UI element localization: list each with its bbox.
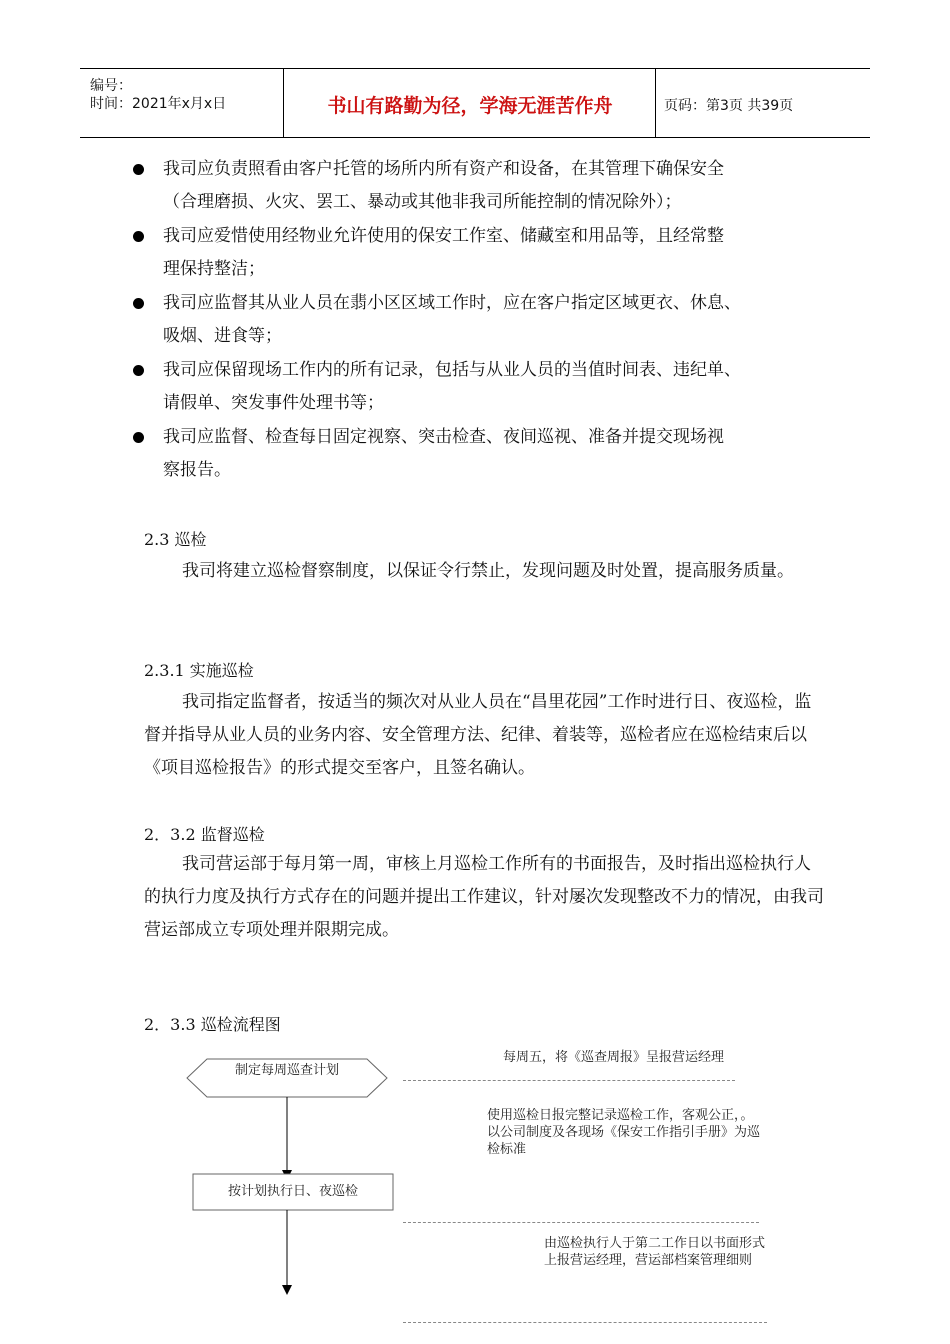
flowchart-note-report: 由巡检执行人于第二工作日以书面形式上报营运经理，营运部档案管理细则 bbox=[544, 1236, 766, 1268]
bullet-item-3-line2: 吸烟、进食等； bbox=[163, 326, 282, 346]
bullet-item-4-line1: 我司应保留现场工作内的所有记录，包括与从业人员的当值时间表、违纪单、 bbox=[163, 360, 741, 380]
bullet-item-5-line1: 我司应监督、检查每日固定视察、突击检查、夜间巡视、准备并提交现场视 bbox=[163, 427, 724, 447]
header-code-label: 编号： bbox=[90, 78, 132, 94]
flowchart-node-plan: 制定每周巡查计划 bbox=[234, 1063, 339, 1078]
flowchart-node-execute: 按计划执行日、夜巡检 bbox=[227, 1184, 358, 1199]
flowchart-note-weekly: 每周五，将《巡查周报》呈报营运经理 bbox=[503, 1050, 725, 1065]
bullet-item-4-line2: 请假单、突发事件处理书等； bbox=[163, 393, 384, 413]
section-2-3-2-heading: 2．3.2 监督巡检 bbox=[144, 825, 265, 844]
section-2-3-3-heading: 2．3.3 巡检流程图 bbox=[144, 1015, 281, 1034]
bullet-item-1-line1: 我司应负责照看由客户托管的场所内所有资产和设备，在其管理下确保安全 bbox=[163, 159, 724, 179]
flowchart-dashed-line bbox=[403, 1222, 759, 1223]
flowchart-note-daily: 使用巡检日报完整记录巡检工作，客观公正，。以公司制度及各现场《保安工作指引手册》为巡检标准 bbox=[487, 1108, 761, 1157]
flowchart-dashed-line bbox=[403, 1080, 735, 1081]
header-time-label: 时间：2021年x月x日 bbox=[90, 96, 227, 112]
section-2-3-2-text: 我司营运部于每月第一周，审核上月巡检工作所有的书面报告，及时指出巡检执行人的执行力度及执行方式存在的问题并提出工作建议，针对屡次发现整改不力的情况，由我司营运部成立专项处理并限期完成。 bbox=[144, 854, 824, 940]
header-motto: 书山有路勤为径，学海无涯苦作舟 bbox=[327, 95, 613, 117]
section-2-3-1-text: 我司指定监督者，按适当的频次对从业人员在“昌里花园”工作时进行日、夜巡检，监督并指导从业人员的业务内容、安全管理方法、纪律、着装等，巡检者应在巡检结束后以《项目巡检报告》的形式提交至客户，且签名确认。 bbox=[144, 692, 812, 778]
section-2-3-text: 我司将建立巡检督察制度，以保证令行禁止，发现问题及时处置，提高服务质量。 bbox=[182, 561, 794, 581]
section-2-3-1-heading: 2.3.1 实施巡检 bbox=[144, 661, 254, 680]
bullet-item-1-line2: （合理磨损、火灾、罢工、暴动或其他非我司所能控制的情况除外）； bbox=[163, 192, 682, 212]
bullet-item-5-line2: 察报告。 bbox=[163, 460, 231, 480]
bullet-item-2-line2: 理保持整洁； bbox=[163, 259, 265, 279]
bullet-item-2-line1: 我司应爱惜使用经物业允许使用的保安工作室、储藏室和用品等，且经常整 bbox=[163, 226, 724, 246]
flowchart-arrow-head bbox=[282, 1285, 292, 1295]
bullet-item-3-line1: 我司应监督其从业人员在翡小区区域工作时，应在客户指定区域更衣、休息、 bbox=[163, 293, 741, 313]
section-2-3-heading: 2.3 巡检 bbox=[144, 530, 207, 549]
flowchart-dashed-line bbox=[403, 1322, 767, 1323]
header-page-number: 页码：第3页 共39页 bbox=[664, 98, 794, 114]
